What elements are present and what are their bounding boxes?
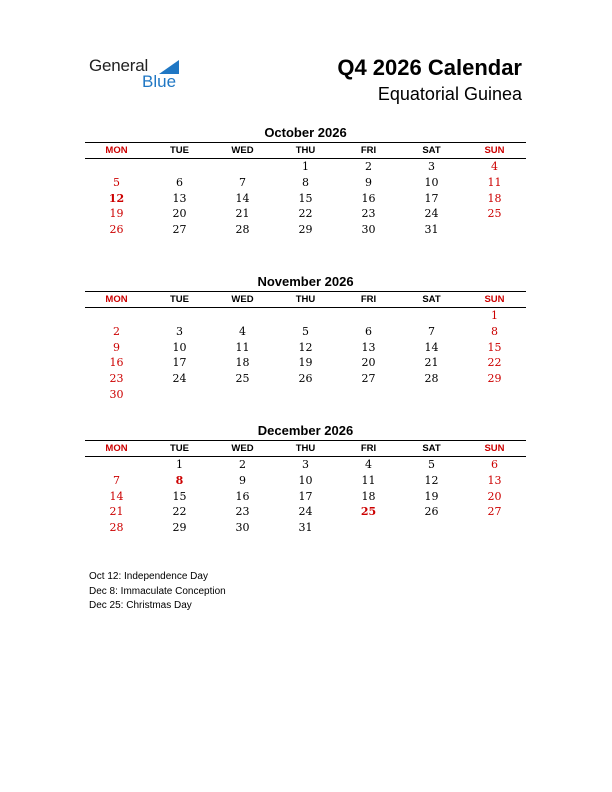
logo-word-general: General (89, 56, 149, 75)
month-name: December 2026 (257, 423, 354, 438)
weekday-label: MON (105, 145, 128, 156)
weekday-label: FRI (360, 145, 377, 156)
day-cell: 29 (172, 521, 187, 535)
day-grid (85, 308, 526, 403)
empty-cell (148, 159, 211, 175)
day-cell: 6 (176, 175, 183, 189)
day-cell: 18 (487, 191, 502, 205)
month-october (85, 124, 526, 238)
holiday-item: Dec 8: Immaculate Conception (89, 585, 226, 597)
empty-cell (400, 308, 463, 324)
day-cell: 7 (239, 175, 246, 189)
day-cell: 1 (176, 458, 183, 471)
weekday-label: SAT (422, 294, 441, 305)
day-cell: 17 (172, 356, 187, 370)
day-cell: 12 (424, 473, 439, 487)
weekday-label: THU (295, 294, 316, 305)
day-cell: 4 (491, 160, 498, 173)
weekday-label: THU (295, 145, 316, 156)
holiday-list (89, 570, 226, 614)
empty-cell (85, 308, 148, 324)
day-cell: 17 (424, 191, 439, 205)
day-cell: 4 (365, 458, 372, 471)
day-cell: 22 (172, 505, 187, 519)
day-cell: 14 (109, 489, 124, 503)
weekday-label: THU (295, 443, 316, 454)
day-cell: 7 (428, 324, 435, 338)
empty-cell (85, 159, 148, 175)
day-cell: 19 (424, 489, 439, 503)
page-subtitle: Equatorial Guinea (377, 84, 522, 104)
weekday-header (85, 440, 526, 457)
holiday-item: Dec 25: Christmas Day (89, 600, 192, 611)
weekday-label: MON (105, 443, 128, 454)
day-cell: 4 (239, 324, 246, 338)
day-cell: 9 (113, 340, 120, 354)
day-cell: 1 (491, 309, 498, 322)
day-cell: 21 (109, 505, 124, 519)
weekday-label: TUE (170, 443, 189, 454)
day-cell: 30 (235, 521, 250, 535)
weekday-label: SAT (422, 443, 441, 454)
weekday-label: SUN (484, 145, 505, 156)
empty-cell (337, 308, 400, 324)
day-cell: 31 (298, 521, 313, 535)
day-cell: 3 (176, 324, 183, 338)
month-december (85, 422, 526, 536)
weekday-label: WED (231, 294, 254, 305)
day-cell: 26 (109, 223, 124, 237)
day-cell: 12 (108, 191, 125, 205)
day-cell: 24 (298, 505, 313, 519)
day-cell: 8 (491, 324, 498, 338)
weekday-label: SUN (484, 294, 505, 305)
day-cell: 21 (424, 356, 439, 370)
day-cell: 27 (487, 505, 502, 519)
weekday-label: WED (231, 145, 254, 156)
month-name: November 2026 (257, 274, 354, 289)
day-cell: 30 (109, 387, 124, 401)
day-cell: 30 (361, 223, 376, 237)
day-cell: 15 (298, 191, 313, 205)
empty-cell (274, 308, 337, 324)
day-cell: 27 (172, 223, 187, 237)
day-cell: 5 (113, 175, 120, 189)
day-cell: 8 (175, 473, 184, 487)
day-cell: 13 (361, 340, 376, 354)
empty-cell (85, 457, 148, 473)
day-cell: 3 (428, 160, 435, 173)
day-cell: 29 (298, 223, 313, 237)
day-cell: 1 (302, 160, 309, 173)
day-cell: 23 (361, 207, 376, 221)
day-cell: 22 (487, 356, 502, 370)
day-cell: 11 (361, 473, 376, 487)
day-cell: 18 (235, 356, 250, 370)
day-cell: 12 (298, 340, 313, 354)
day-cell: 14 (424, 340, 439, 354)
day-cell: 10 (172, 340, 187, 354)
day-cell: 9 (239, 473, 246, 487)
day-cell: 11 (235, 340, 250, 354)
day-cell: 13 (487, 473, 502, 487)
day-cell: 25 (360, 505, 377, 519)
day-cell: 15 (172, 489, 187, 503)
day-cell: 2 (365, 160, 372, 173)
day-cell: 21 (235, 207, 250, 221)
day-cell: 23 (109, 372, 124, 386)
day-cell: 24 (424, 207, 439, 221)
day-cell: 29 (487, 372, 502, 386)
day-cell: 10 (298, 473, 313, 487)
day-grid (85, 457, 526, 536)
day-cell: 28 (424, 372, 439, 386)
day-cell: 24 (172, 372, 187, 386)
day-cell: 27 (361, 372, 376, 386)
day-cell: 25 (235, 372, 250, 386)
day-cell: 17 (298, 489, 313, 503)
weekday-label: SAT (422, 145, 441, 156)
day-cell: 16 (235, 489, 250, 503)
day-cell: 6 (491, 458, 498, 471)
day-cell: 23 (235, 505, 250, 519)
weekday-label: WED (231, 443, 254, 454)
day-cell: 19 (109, 207, 124, 221)
holiday-item: Oct 12: Independence Day (89, 571, 208, 582)
day-cell: 15 (487, 340, 502, 354)
day-cell: 14 (235, 191, 250, 205)
day-cell: 28 (235, 223, 250, 237)
day-cell: 7 (113, 473, 120, 487)
day-cell: 13 (172, 191, 187, 205)
day-cell: 20 (172, 207, 187, 221)
day-cell: 5 (302, 324, 309, 338)
day-cell: 19 (298, 356, 313, 370)
day-cell: 20 (361, 356, 376, 370)
month-name: October 2026 (264, 125, 347, 140)
weekday-label: MON (105, 294, 128, 305)
day-cell: 16 (361, 191, 376, 205)
day-cell: 28 (109, 521, 124, 535)
weekday-label: TUE (170, 145, 189, 156)
day-cell: 26 (424, 505, 439, 519)
weekday-label: SUN (484, 443, 505, 454)
weekday-header (85, 291, 526, 308)
day-cell: 22 (298, 207, 313, 221)
logo (89, 56, 189, 92)
logo-word-blue: Blue (142, 72, 177, 91)
empty-cell (148, 308, 211, 324)
day-cell: 26 (298, 372, 313, 386)
day-cell: 18 (361, 489, 376, 503)
day-cell: 20 (487, 489, 502, 503)
day-cell: 31 (424, 223, 439, 237)
day-cell: 5 (428, 458, 435, 471)
weekday-header (85, 142, 526, 159)
page-title: Q4 2026 Calendar (337, 55, 522, 80)
day-cell: 3 (302, 458, 309, 471)
day-cell: 11 (487, 175, 502, 189)
day-cell: 10 (424, 175, 439, 189)
weekday-label: FRI (360, 294, 377, 305)
weekday-label: FRI (360, 443, 377, 454)
day-cell: 16 (109, 356, 124, 370)
day-cell: 25 (487, 207, 502, 221)
day-grid (85, 159, 526, 238)
weekday-label: TUE (170, 294, 189, 305)
day-cell: 6 (365, 324, 372, 338)
empty-cell (211, 308, 274, 324)
day-cell: 2 (239, 458, 246, 471)
empty-cell (211, 159, 274, 175)
day-cell: 8 (302, 175, 309, 189)
day-cell: 9 (365, 175, 372, 189)
day-cell: 2 (113, 324, 120, 338)
month-november (85, 273, 526, 403)
